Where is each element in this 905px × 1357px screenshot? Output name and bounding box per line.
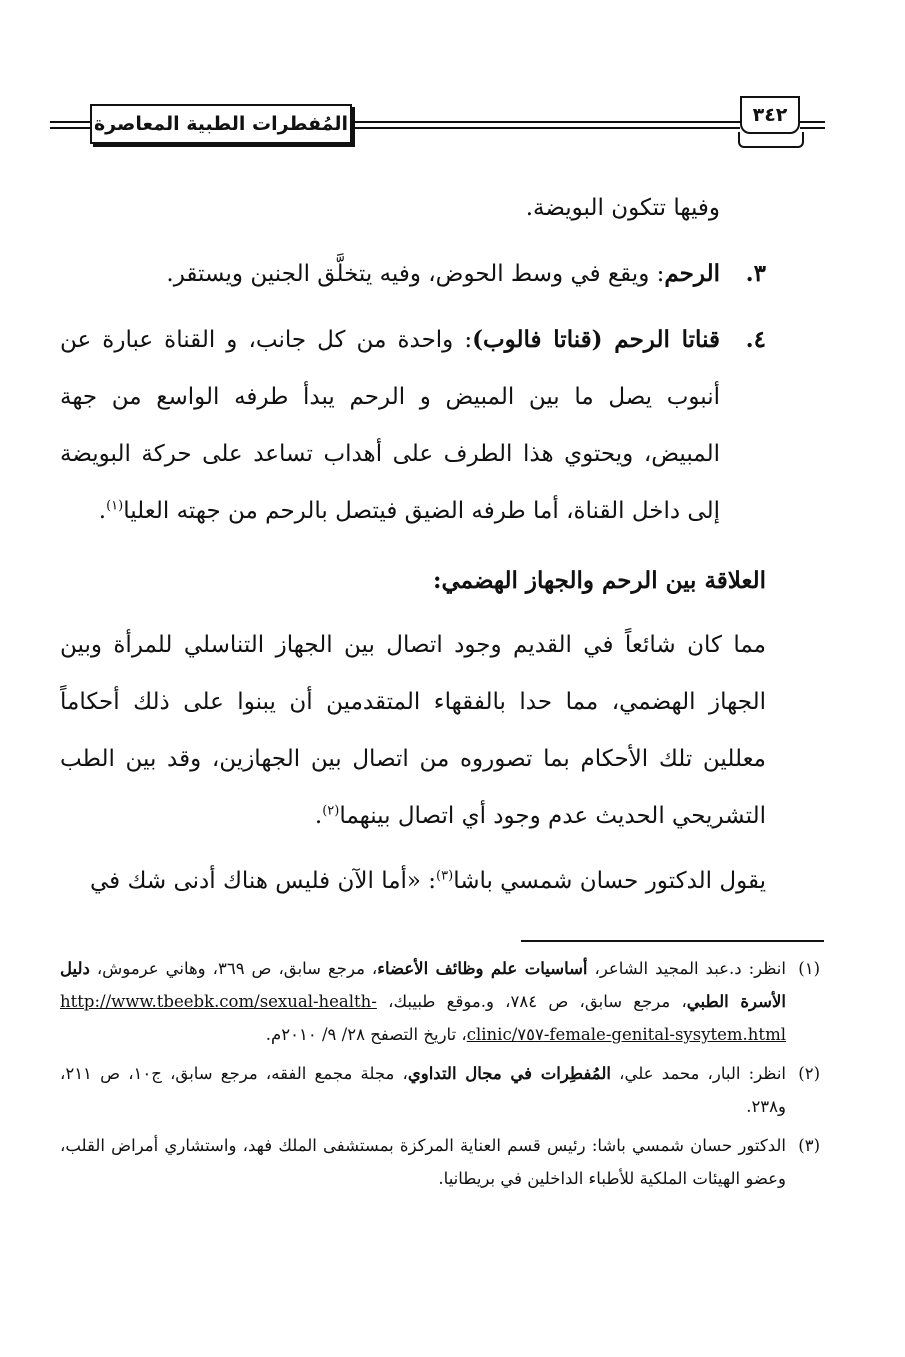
footnote-number-3: (٣): [798, 1136, 820, 1155]
header-rule-middle-2: [350, 127, 740, 129]
page-number: ٣٤٢: [752, 104, 788, 126]
list-item-4: [60, 311, 766, 540]
list-number-3: ٣.: [745, 260, 766, 287]
footnotes: [60, 952, 820, 1201]
term-fallopian-tubes: قناتا الرحم (قناتا فالوب): [472, 326, 721, 353]
book-title: المُفطرات الطبية المعاصرة: [93, 113, 349, 135]
main-text: [60, 180, 766, 910]
footnote-2-book: المُفطِرات في مجال التداوي: [407, 1064, 611, 1083]
page-number-frame: [740, 96, 800, 134]
footnote-2-pre: انظر: البار، محمد علي،: [610, 1064, 787, 1083]
footnote-number-2: (٢): [798, 1064, 820, 1083]
footnote-1-post: ، تاريخ التصفح ٢٨/ ٩/ ٢٠١٠م.: [265, 1025, 467, 1044]
paragraph-2: [60, 853, 766, 910]
header-rule-left: [50, 121, 90, 123]
list-text-4-end: .: [98, 498, 107, 524]
footnote-1-mid-2: ، مرجع سابق، ص ٧٨٤، و.موقع طبيبك،: [388, 992, 687, 1011]
list-body-4: [60, 311, 720, 540]
list-text-4: : واحدة من كل جانب، و القناة عبارة عن أنبوب يصل ما بين المبيض و الرحم يبدأ طرفه الواسع من جهة المبيض، ويحتوي هذا الطرف على أهداب تساعد على حركة البويضة إلى داخل القناة، أما طرفه الضيق فيتصل بالرحم من جهته العليا: [60, 327, 720, 524]
header-rule-left-2: [50, 127, 90, 129]
header-rule-middle: [350, 121, 740, 123]
continuation-text: وفيها تتكون البويضة.: [525, 195, 720, 221]
continuation-line: [60, 180, 766, 237]
page-header: [50, 94, 825, 150]
footnote-3: [60, 1129, 820, 1195]
header-rule-right-2: [800, 127, 825, 129]
footnote-2: [60, 1057, 820, 1123]
list-text-3: : ويقع في وسط الحوض، وفيه يتخلَّق الجنين ويستقر.: [166, 261, 665, 287]
header-rule-right: [800, 121, 825, 123]
page-number-scroll-ornament: [738, 132, 804, 148]
footnote-1-url-link[interactable]: http://www.tbeebk.com/sexual-health-clinic/٧٥٧-female-genital-sysytem.html: [60, 992, 786, 1044]
paragraph-1-end: .: [314, 803, 323, 829]
footnote-ref-2[interactable]: (٢): [322, 803, 340, 819]
footnote-2-post: ، مجلة مجمع الفقه، مرجع سابق، ج١٠، ص ٢١١، و٢٣٨.: [60, 1064, 786, 1116]
footnote-number-1: (١): [798, 959, 820, 978]
footnote-separator: [521, 940, 824, 942]
term-womb: الرحم: [664, 260, 720, 287]
paragraph-2-quote: : «أما الآن فليس هناك أدنى شك في: [90, 868, 437, 894]
list-body-3: [60, 245, 720, 303]
paragraph-2-text: يقول الدكتور حسان شمسي باشا: [453, 868, 766, 894]
list-number-4: ٤.: [745, 326, 766, 353]
section-heading: العلاقة بين الرحم والجهاز الهضمي:: [432, 567, 766, 594]
paragraph-1-text: مما كان شائعاً في القديم وجود اتصال بين الجهاز التناسلي للمرأة وبين الجهاز الهضمي، مما حدا بالفقهاء المتقدمين أن يبنوا على ذلك أحكاماً معللين تلك الأحكام بما تصوروه من اتصال بين الجهازين، وقد بين الطب التشريحي الحديث عدم وجود أي اتصال بينهما: [60, 632, 766, 829]
footnote-1-pre: انظر: د.عبد المجيد الشاعر،: [587, 959, 786, 978]
footnote-body-2: [60, 1057, 786, 1123]
list-item-3: [60, 245, 766, 303]
footnote-1-book-1: أساسيات علم وظائف الأعضاء: [377, 959, 588, 978]
book-title-frame: [90, 104, 352, 144]
paragraph-1: [60, 617, 766, 845]
footnote-1-mid-1: ، مرجع سابق، ص ٣٦٩، وهاني عرموش،: [89, 959, 378, 978]
footnote-1: [60, 952, 820, 1051]
footnote-body-3: الدكتور حسان شمسي باشا: رئيس قسم العناية المركزة بمستشفى الملك فهد، واستشاري أمراض القلب، وعضو الهيئات الملكية للأطباء الداخلين في بريطانيا.: [60, 1136, 786, 1188]
footnote-body-1: [60, 952, 786, 1051]
footnote-ref-1[interactable]: (١): [106, 498, 124, 514]
footnote-ref-3[interactable]: (٣): [436, 868, 454, 884]
footnote-1-book-2: دليل الأسرة الطبي: [60, 959, 786, 1011]
